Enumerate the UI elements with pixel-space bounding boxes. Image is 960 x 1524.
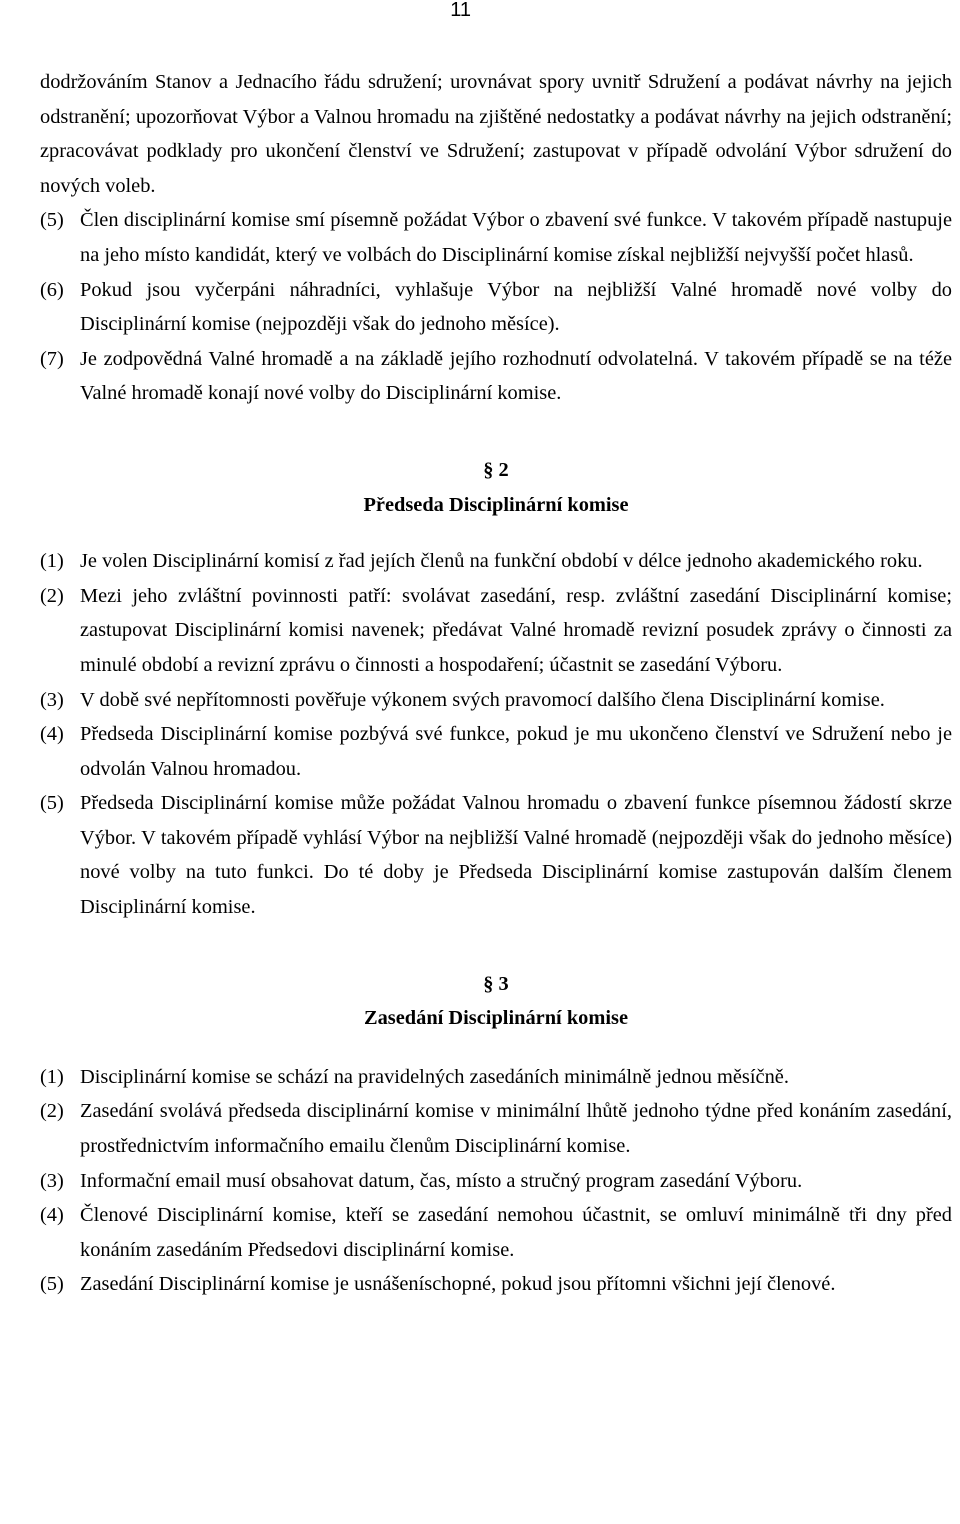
item-text: Zasedání Disciplinární komise je usnášeníschopné, pokud jsou přítomni všichni její členové. xyxy=(80,1273,836,1296)
item-number: (4) xyxy=(40,723,64,746)
section-title: Předseda Disciplinární komise xyxy=(363,493,629,516)
section-symbol: § xyxy=(483,458,494,481)
item-number: (1) xyxy=(40,550,64,573)
item-text: Zasedání svolává předseda disciplinární komise v minimální lhůtě jednoho týdne před konáním zasedání, prostřednictvím informačního emailu členům Disciplinární komise. xyxy=(80,1100,952,1158)
section-number: 3 xyxy=(498,972,509,995)
item-text: Člen disciplinární komise smí písemně požádat Výbor o zbavení své funkce. V takovém případě nastupuje na jeho místo kandidát, který ve volbách do Disciplinární komise získal nejbližší nejvyšší počet hlasů. xyxy=(80,209,952,266)
list-item xyxy=(40,786,952,924)
section-number: 2 xyxy=(498,458,509,481)
intro-paragraph: dodržováním Stanov a Jednacího řádu sdružení; urovnávat spory uvnitř Sdružení a podávat návrhy na jejich odstranění; upozorňovat Výbor a Valnou hromadu na zjištěné nedostatky a podávat návrhy na jejich odstranění; zpracovávat podklady pro ukončení členství ve Sdružení; zastupovat v případě odvolání Výbor sdružení do nových voleb. xyxy=(40,71,952,197)
list-item xyxy=(40,342,952,411)
list-item xyxy=(40,544,952,579)
item-text: Disciplinární komise se schází na pravidelných zasedáních minimálně jednou měsíčně. xyxy=(80,1065,789,1088)
page-number: 11 xyxy=(450,0,471,21)
list-item xyxy=(40,1267,952,1302)
section-2-list xyxy=(40,544,952,925)
list-item xyxy=(40,579,952,683)
list-item xyxy=(40,1198,952,1267)
item-text: Informační email musí obsahovat datum, čas, místo a stručný program zasedání Výboru. xyxy=(80,1169,803,1192)
item-number: (5) xyxy=(40,209,64,232)
section-symbol: § xyxy=(483,972,494,995)
list-item xyxy=(40,717,952,786)
item-text: V době své nepřítomnosti pověřuje výkonem svých pravomocí dalšího člena Disciplinární komise. xyxy=(80,688,885,711)
item-number: (4) xyxy=(40,1204,64,1227)
section-3-heading xyxy=(40,967,952,1036)
item-text: Členové Disciplinární komise, kteří se zasedání nemohou účastnit, se omluví minimálně tři dny před konáním zasedáním Předsedovi disciplinární komise. xyxy=(80,1204,952,1261)
document-body xyxy=(40,65,952,1302)
section-title: Zasedání Disciplinární komise xyxy=(364,1007,628,1030)
list-item xyxy=(40,203,952,272)
list-item xyxy=(40,683,952,718)
section-2-heading xyxy=(40,453,952,522)
list-item xyxy=(40,1094,952,1163)
item-number: (5) xyxy=(40,1273,64,1296)
item-number: (1) xyxy=(40,1065,64,1088)
item-text: Předseda Disciplinární komise může požádat Valnou hromadu o zbavení funkce písemnou žádostí skrze Výbor. V takovém případě vyhlásí Výbor na nejbližší Valné hromadě (nejpozději však do jednoho měsíce) nové volby na tuto funkci. Do té doby je Předseda Disciplinární komise zastupován dalším členem Disciplinární komise. xyxy=(80,792,952,919)
item-number: (5) xyxy=(40,792,64,815)
item-number: (6) xyxy=(40,278,64,301)
item-text: Předseda Disciplinární komise pozbývá své funkce, pokud je mu ukončeno členství ve Sdružení nebo je odvolán Valnou hromadou. xyxy=(80,723,952,780)
item-number: (7) xyxy=(40,347,64,370)
list-item xyxy=(40,273,952,342)
item-number: (3) xyxy=(40,688,64,711)
item-number: (3) xyxy=(40,1169,64,1192)
item-text: Mezi jeho zvláštní povinnosti patří: svolávat zasedání, resp. zvláštní zasedání Disciplinární komise; zastupovat Disciplinární komisi navenek; předávat Valné hromadě revizní posudek zprávy o činnosti za minulé období a revizní zprávu o činnosti a hospodaření; účastnit se zasedání Výboru. xyxy=(80,584,952,676)
first-list xyxy=(40,203,952,411)
item-text: Je volen Disciplinární komisí z řad jejích členů na funkční období v délce jednoho akademického roku. xyxy=(80,550,923,573)
section-3-list xyxy=(40,1060,952,1302)
list-item xyxy=(40,1164,952,1199)
item-number: (2) xyxy=(40,1100,64,1123)
list-item xyxy=(40,1060,952,1095)
item-text: Pokud jsou vyčerpáni náhradníci, vyhlašuje Výbor na nejbližší Valné hromadě nové volby do Disciplinární komise (nejpozději však do jednoho měsíce). xyxy=(80,278,952,336)
item-number: (2) xyxy=(40,584,64,607)
item-text: Je zodpovědná Valné hromadě a na základě jejího rozhodnutí odvolatelná. V takovém případě se na téže Valné hromadě konají nové volby do Disciplinární komise. xyxy=(80,347,952,405)
